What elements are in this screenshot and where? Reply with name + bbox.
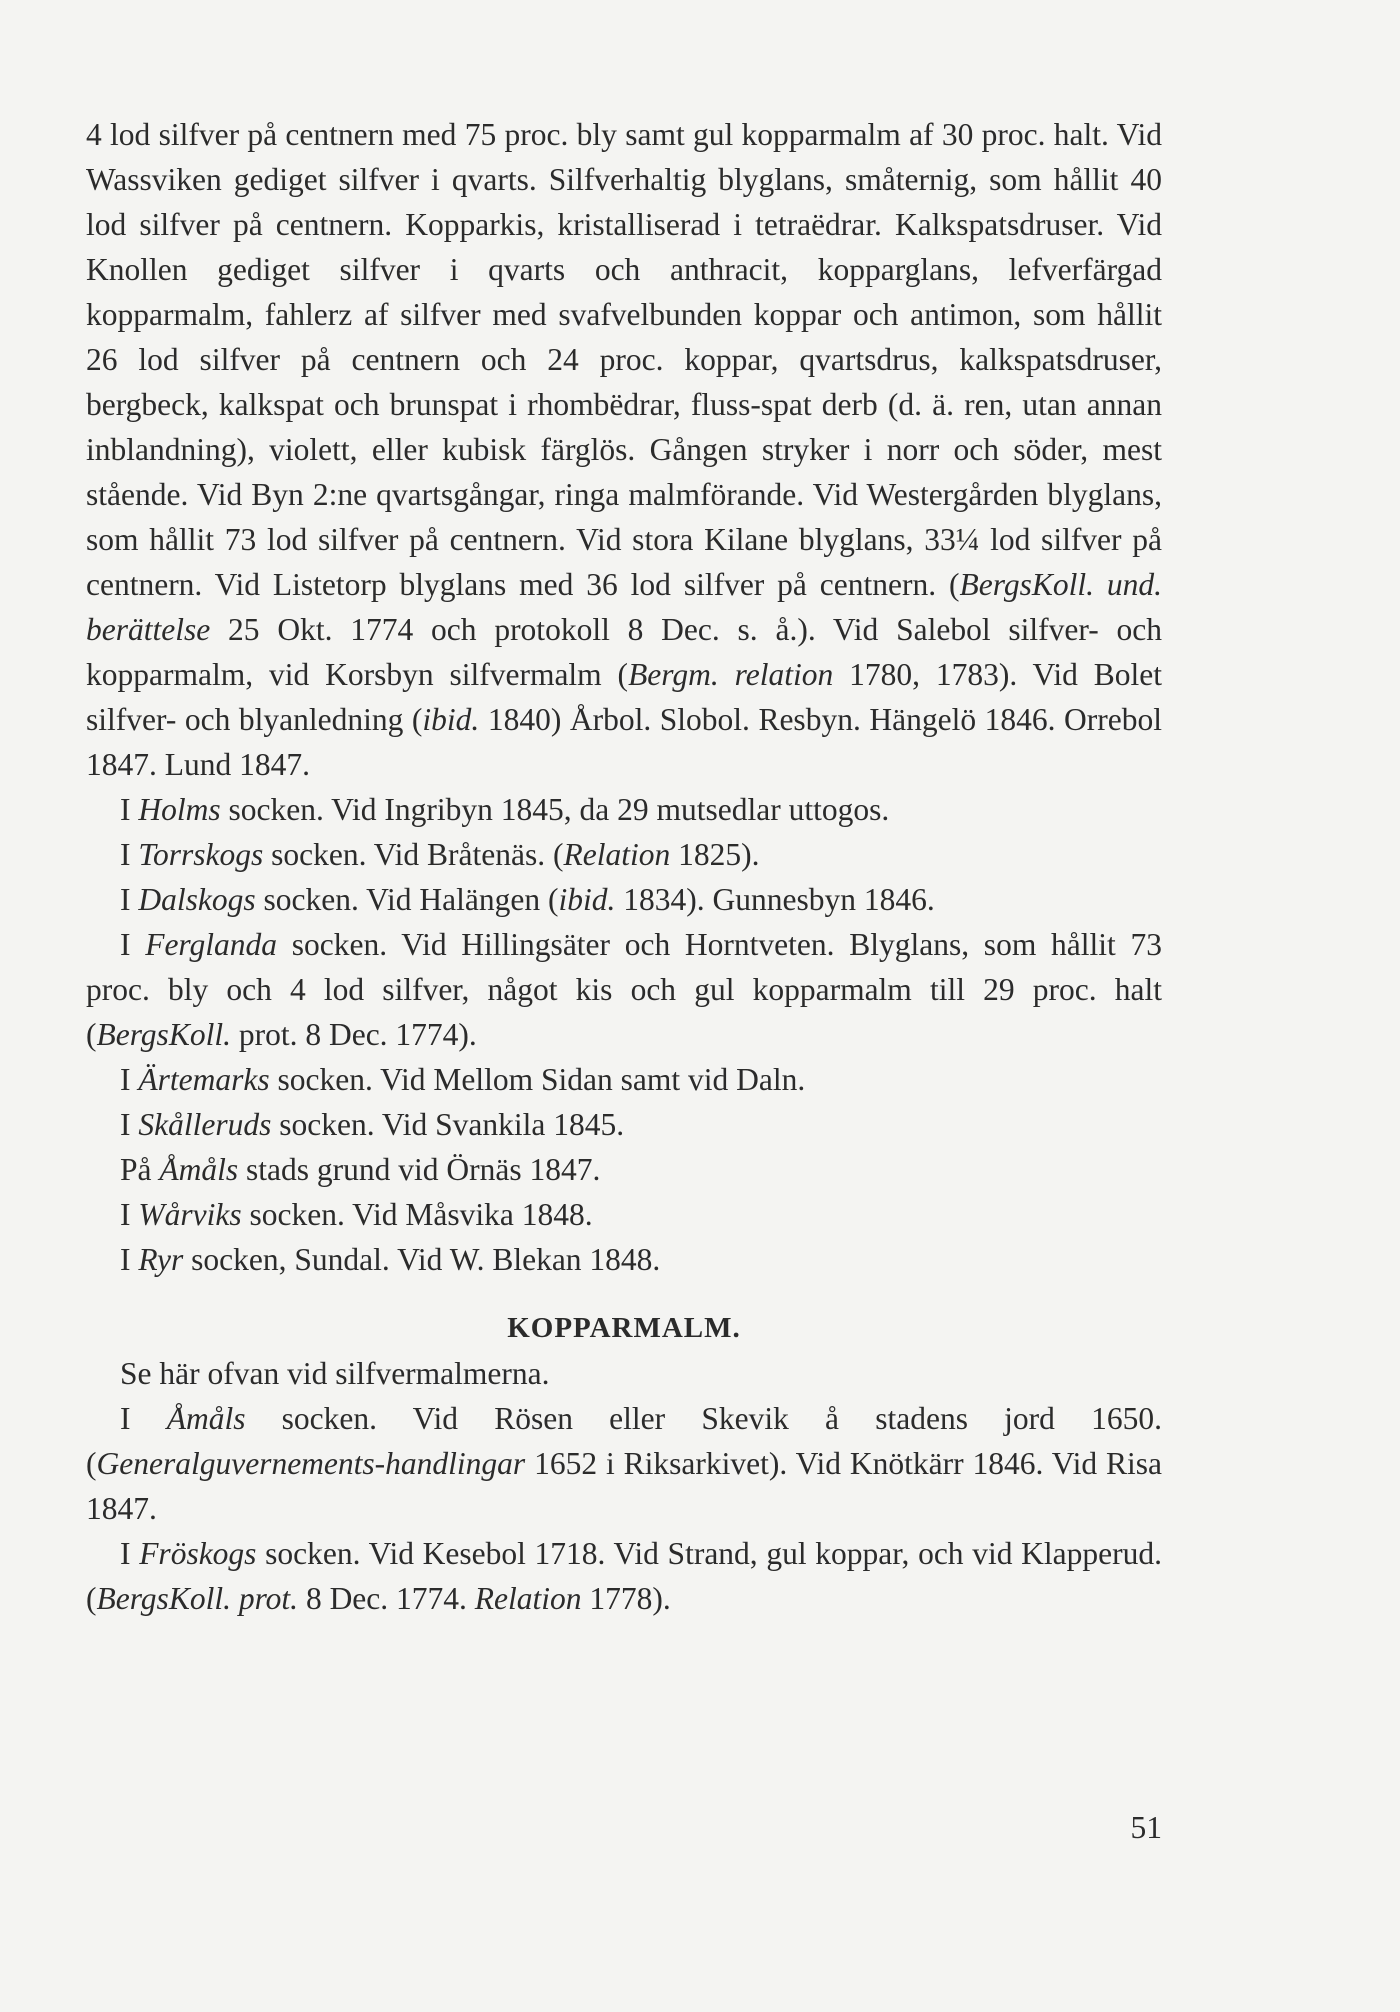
page-number: 51 (1130, 1810, 1162, 1845)
text-run: 8 Dec. 1774. (298, 1581, 475, 1616)
italic-run: Ferglanda (145, 927, 278, 962)
paragraph-fergranda (86, 922, 1162, 1057)
text-run: 1834). Gunnesbyn 1846. (615, 882, 935, 917)
italic-run: ibid. (558, 882, 616, 917)
italic-run: Relation (563, 837, 671, 872)
italic-run: Fröskogs (139, 1536, 257, 1571)
italic-run: Åmåls (166, 1401, 246, 1436)
italic-run: BergsKoll. und. berättelse (86, 567, 1162, 647)
italic-run: Torrskogs (138, 837, 264, 872)
italic-run: Dalskogs (138, 882, 256, 917)
text-run: prot. 8 Dec. 1774). (230, 1017, 477, 1052)
text-run: socken. Vid Måsvika 1848. (241, 1197, 593, 1232)
italic-run: Generalguvernements-handlingar (96, 1446, 526, 1481)
paragraph-warviks (86, 1192, 1162, 1237)
text-run: I (120, 1536, 140, 1571)
italic-run: Ärtemarks (138, 1062, 270, 1097)
text-run: 1652 i Riksarkivet). Vid Knötkärr 1846. Vid Risa 1847. (86, 1446, 1162, 1526)
text-run: socken. Vid Mellom Sidan samt vid Daln. (269, 1062, 806, 1097)
text-run: I (120, 1242, 139, 1277)
text-run: Se här ofvan vid silfvermalmerna. (120, 1356, 550, 1391)
paragraph-skalleruds (86, 1102, 1162, 1147)
paragraph-amals-socken (86, 1396, 1162, 1531)
text-run: 25 Okt. 1774 och protokoll 8 Dec. s. å.). Vid Salebol silfver- och kopparmalm, vid Korsbyn silfvermalm ( (86, 612, 1162, 692)
italic-run: Åmåls (159, 1152, 239, 1187)
paragraph-torrskogs (86, 832, 1162, 877)
paragraph-see-above (86, 1351, 1162, 1396)
italic-run: Wårviks (138, 1197, 242, 1232)
italic-run: Ryr (138, 1242, 184, 1277)
italic-run: Relation (474, 1581, 582, 1616)
italic-run: Skålleruds (138, 1107, 272, 1142)
italic-run: Bergm. relation (628, 657, 834, 692)
paragraph-holms (86, 787, 1162, 832)
paragraph (86, 112, 1162, 787)
italic-run: BergsKoll. prot. (96, 1581, 299, 1616)
text-run: stads grund vid Örnäs 1847. (238, 1152, 601, 1187)
text-run: socken. Vid Bråtenäs. ( (263, 837, 564, 872)
text-run: I (120, 792, 139, 827)
text-run: I (120, 1401, 167, 1436)
text-run: 1780, 1783). Vid Bolet silfver- och blyanledning ( (86, 657, 1163, 737)
paragraph-dalskogs (86, 877, 1162, 922)
text-run: socken. Vid Ingribyn 1845, da 29 mutsedlar uttogos. (220, 792, 890, 827)
page-body (86, 112, 1162, 1621)
text-run: I (120, 927, 146, 962)
text-run: socken. Vid Kesebol 1718. Vid Strand, gul koppar, och vid Klapperud. ( (86, 1536, 1162, 1616)
text-run: socken. Vid Rösen eller Skevik å stadens jord 1650. ( (86, 1401, 1162, 1481)
paragraph-amal-stad (86, 1147, 1162, 1192)
text-run: I (120, 1197, 139, 1232)
text-run: 4 lod silfver på centnern med 75 proc. bly samt gul kopparmalm af 30 proc. halt. Vid Wassviken gediget silfver i qvarts. Silfverhaltig blyglans, småternig, som hållit 40 lod silfver på centnern. Kopparkis, kristalliserad i tetraëdrar. Kalkspatsdruser. Vid Knollen gediget silfver i qvarts och anthracit, kopparglans, lefverfärgad kopparmalm, fahlerz af silfver med svafvelbunden koppar och antimon, som hållit 26 lod silfver på centnern och 24 proc. koppar, qvartsdrus, kalkspatsdruser, bergbeck, kalkspat och brunspat i rhombëdrar, fluss-spat derb (d. ä. ren, utan annan inblandning), violett, eller kubisk färglös. Gången stryker i norr och söder, mest stående. Vid Byn 2:ne qvartsgångar, ringa malmförande. Vid Westergården blyglans, som hållit 73 lod silfver på centnern. Vid stora Kilane blyglans, 33¼ lod silfver på centnern. Vid Listetorp blyglans med 36 lod silfver på centnern. ( (86, 117, 1162, 602)
text-run: I (120, 882, 139, 917)
paragraph-froskogs (86, 1531, 1162, 1621)
italic-run: BergsKoll. (96, 1017, 231, 1052)
text-run: På (120, 1152, 160, 1187)
paragraph-ryr (86, 1237, 1162, 1282)
text-run: 1840) Årbol. Slobol. Resbyn. Hängelö 1846. Orrebol 1847. Lund 1847. (86, 702, 1162, 782)
section-heading: KOPPARMALM. (507, 1312, 741, 1344)
italic-run: ibid. (422, 702, 480, 737)
italic-run: Holms (138, 792, 221, 827)
text-run: socken. Vid Halängen ( (255, 882, 559, 917)
text-run: socken, Sundal. Vid W. Blekan 1848. (183, 1242, 661, 1277)
text-run: socken. Vid Hillingsäter och Horntveten. Blyglans, som hållit 73 proc. bly och 4 lod silfver, något kis och gul kopparmalm till 29 proc. halt ( (86, 927, 1162, 1052)
text-run: 1778). (581, 1581, 671, 1616)
text-run: I (120, 1062, 139, 1097)
text-run: socken. Vid Svankila 1845. (271, 1107, 625, 1142)
text-run: 1825). (670, 837, 760, 872)
text-run: I (120, 837, 139, 872)
text-run: I (120, 1107, 139, 1142)
paragraph-artemarks (86, 1057, 1162, 1102)
